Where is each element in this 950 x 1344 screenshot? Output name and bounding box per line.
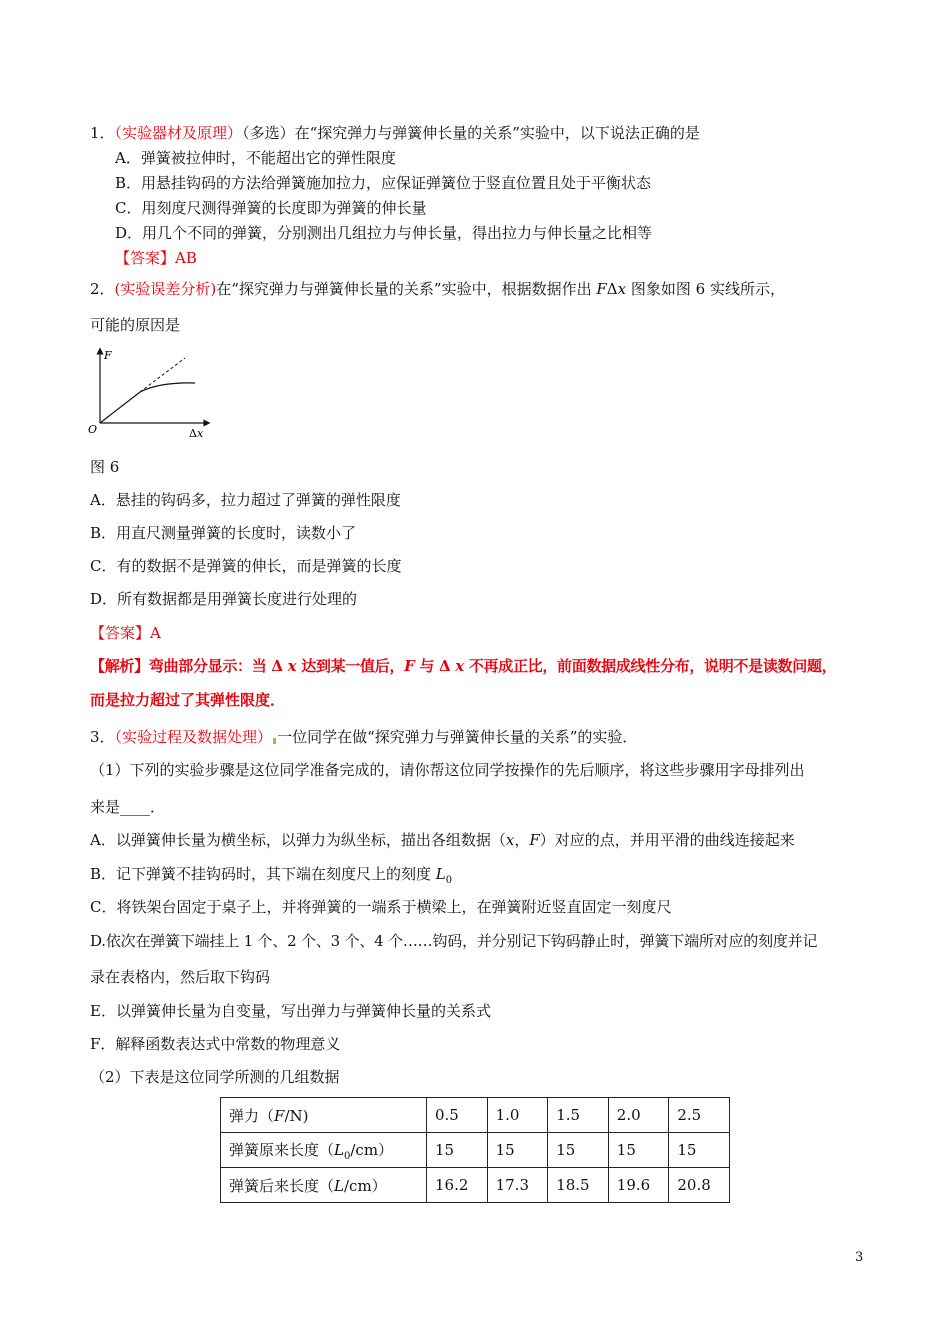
q3-step-b bbox=[90, 864, 452, 891]
q3-step-e: E．以弹簧伸长量为自变量，写出弹力与弹簧伸长量的关系式 bbox=[90, 1002, 491, 1020]
label-text: /N) bbox=[284, 1106, 309, 1125]
q2-option-d: D．所有数据都是用弹簧长度进行处理的 bbox=[90, 590, 358, 608]
q2-stem-a: 在“探究弹力与弹簧伸长量的关系”实验中，根据数据作出 bbox=[216, 280, 597, 298]
q2-option-b: B．用直尺测量弹簧的长度时，读数小了 bbox=[90, 524, 357, 542]
data-table bbox=[220, 1097, 730, 1203]
label-text: 弹簧后来长度（ bbox=[229, 1176, 335, 1195]
table-cell: 2.0 bbox=[608, 1098, 669, 1133]
text-cursor-marker bbox=[273, 738, 276, 744]
q3-sub1-line2: 来是____． bbox=[90, 798, 166, 816]
q3-step-a bbox=[90, 830, 795, 850]
figure-6-graph bbox=[85, 345, 215, 440]
dashed-line bbox=[140, 358, 185, 392]
table-cell: 15 bbox=[669, 1133, 730, 1168]
table-cell: 15 bbox=[548, 1133, 609, 1168]
q2-analysis-text: 弯曲部分显示：当 Δ bbox=[148, 657, 288, 675]
q3-step-a-var-F: F bbox=[529, 831, 540, 849]
y-axis-label: F bbox=[104, 349, 112, 362]
label-text: /cm） bbox=[350, 1140, 394, 1159]
x-axis-label-delta: Δ bbox=[189, 427, 197, 440]
q3-step-a-text: ）对应的点，并用平滑的曲线连接起来 bbox=[539, 831, 795, 849]
q2-analysis-var: F bbox=[404, 657, 415, 675]
q2-answer-value: A bbox=[150, 624, 161, 642]
q2-analysis-label: 【解析】 bbox=[90, 657, 149, 675]
table-cell: 18.5 bbox=[548, 1168, 609, 1203]
q2-analysis-text: 达到某一值后， bbox=[296, 657, 405, 675]
table-row bbox=[221, 1168, 730, 1203]
label-var: L bbox=[334, 1140, 344, 1159]
table-row bbox=[221, 1098, 730, 1133]
x-axis-label bbox=[189, 427, 204, 440]
q3-step-f: F．解释函数表达式中常数的物理意义 bbox=[90, 1035, 341, 1053]
q2-analysis-text: 与 Δ bbox=[414, 657, 456, 675]
q2-analysis-var: x bbox=[287, 657, 297, 675]
table-row-label bbox=[221, 1098, 427, 1133]
q3-step-b-var-L: L bbox=[435, 865, 446, 883]
q1-number: 1． bbox=[90, 124, 115, 142]
table-cell: 20.8 bbox=[669, 1168, 730, 1203]
label-text: /cm） bbox=[343, 1176, 387, 1195]
table-cell: 16.2 bbox=[427, 1168, 488, 1203]
label-text: 弹簧原来长度（ bbox=[229, 1140, 335, 1159]
q3-step-a-text: ， bbox=[514, 831, 530, 849]
label-var: L bbox=[334, 1176, 344, 1195]
q3-sub2: （2）下表是这位同学所测的几组数据 bbox=[90, 1068, 340, 1086]
q3-step-a-text: A．以弹簧伸长量为横坐标，以弹力为纵坐标，描出各组数据（ bbox=[90, 831, 506, 849]
q1-option-d: D．用几个不同的弹簧，分别测出几组拉力与伸长量，得出拉力与伸长量之比相等 bbox=[115, 224, 653, 242]
page-number: 3 bbox=[855, 1250, 864, 1265]
q3-step-b-subscript: 0 bbox=[445, 875, 453, 886]
q3-sub1-line1: （1）下列的实验步骤是这位同学准备完成的，请你帮这位同学按操作的先后顺序，将这些步骤用字母排列出 bbox=[90, 761, 805, 779]
q2-analysis-text: 不再成正比，前面数据成线性分布，说明不是读数问题， bbox=[463, 657, 837, 675]
q3-stem-line bbox=[90, 727, 637, 747]
q2-analysis-var: x bbox=[455, 657, 464, 675]
table-cell: 19.6 bbox=[608, 1168, 669, 1203]
q1-option-c: C．用刻度尺测得弹簧的长度即为弹簧的伸长量 bbox=[115, 199, 427, 217]
q2-tag: (实验误差分析) bbox=[114, 280, 217, 298]
q2-option-c: C．有的数据不是弹簧的伸长，而是弹簧的长度 bbox=[90, 557, 402, 575]
q1-stem: （多选）在“探究弹力与弹簧伸长量的关系”实验中，以下说法正确的是 bbox=[242, 124, 700, 142]
q2-stem-b: 图象如图 6 实线所示， bbox=[626, 280, 785, 298]
q3-number: 3． bbox=[90, 728, 115, 746]
table-cell: 15 bbox=[427, 1133, 488, 1168]
q1-answer bbox=[115, 248, 197, 268]
q2-analysis-line1 bbox=[90, 656, 836, 676]
label-text: 弹力（ bbox=[229, 1106, 275, 1125]
q3-step-b-text: B．记下弹簧不挂钩码时，其下端在刻度尺上的刻度 bbox=[90, 865, 436, 883]
table-cell: 0.5 bbox=[427, 1098, 488, 1133]
q3-tag: （实验过程及数据处理） bbox=[114, 728, 273, 746]
q3-step-a-var-x: x bbox=[505, 831, 515, 849]
q3-step-c: C．将铁架台固定于桌子上，并将弹簧的一端系于横梁上，在弹簧附近竖直固定一刻度尺 bbox=[90, 898, 672, 916]
q2-answer bbox=[90, 623, 161, 643]
q2-stem-delta: Δ bbox=[606, 280, 618, 298]
q1-option-a: A．弹簧被拉伸时，不能超出它的弹性限度 bbox=[115, 149, 396, 167]
q2-stem-line2: 可能的原因是 bbox=[90, 316, 181, 334]
table-cell: 1.5 bbox=[548, 1098, 609, 1133]
table-cell: 15 bbox=[608, 1133, 669, 1168]
q1-stem-line bbox=[90, 123, 700, 143]
origin-label: O bbox=[88, 423, 98, 436]
q2-analysis-line2: 而是拉力超过了其弹性限度． bbox=[90, 691, 286, 709]
table-row bbox=[221, 1133, 730, 1168]
q2-stem-x: x bbox=[617, 280, 627, 298]
q2-stem-line bbox=[90, 279, 785, 299]
table-cell: 17.3 bbox=[487, 1168, 548, 1203]
x-axis-label-x: x bbox=[196, 427, 204, 440]
table-cell: 1.0 bbox=[487, 1098, 548, 1133]
table-cell: 2.5 bbox=[669, 1098, 730, 1133]
solid-curve bbox=[100, 383, 195, 423]
q3-stem: 一位同学在做“探究弹力与弹簧伸长量的关系”的实验． bbox=[277, 728, 638, 746]
q3-step-d-line2: 录在表格内，然后取下钩码 bbox=[90, 968, 271, 986]
q1-tag: （实验器材及原理） bbox=[114, 124, 243, 142]
q1-option-b: B．用悬挂钩码的方法给弹簧施加拉力，应保证弹簧位于竖直位置且处于平衡状态 bbox=[115, 174, 652, 192]
q2-number: 2． bbox=[90, 280, 115, 298]
label-var: F bbox=[274, 1106, 285, 1125]
figure-6-caption: 图 6 bbox=[90, 458, 120, 476]
table-cell: 15 bbox=[487, 1133, 548, 1168]
q2-option-a: A．悬挂的钩码多，拉力超过了弹簧的弹性限度 bbox=[90, 491, 401, 509]
q2-answer-label: 【答案】 bbox=[90, 624, 151, 642]
label-subscript: 0 bbox=[343, 1150, 351, 1162]
q1-answer-value: AB bbox=[175, 249, 197, 267]
table-row-label bbox=[221, 1133, 427, 1168]
table-row-label bbox=[221, 1168, 427, 1203]
q2-stem-F: F bbox=[596, 280, 607, 298]
q3-step-d-line1: D.依次在弹簧下端挂上 1 个、2 个、3 个、4 个……钩码，并分别记下钩码静止时，弹簧下端所对应的刻度并记 bbox=[90, 932, 818, 950]
q1-answer-label: 【答案】 bbox=[115, 249, 176, 267]
